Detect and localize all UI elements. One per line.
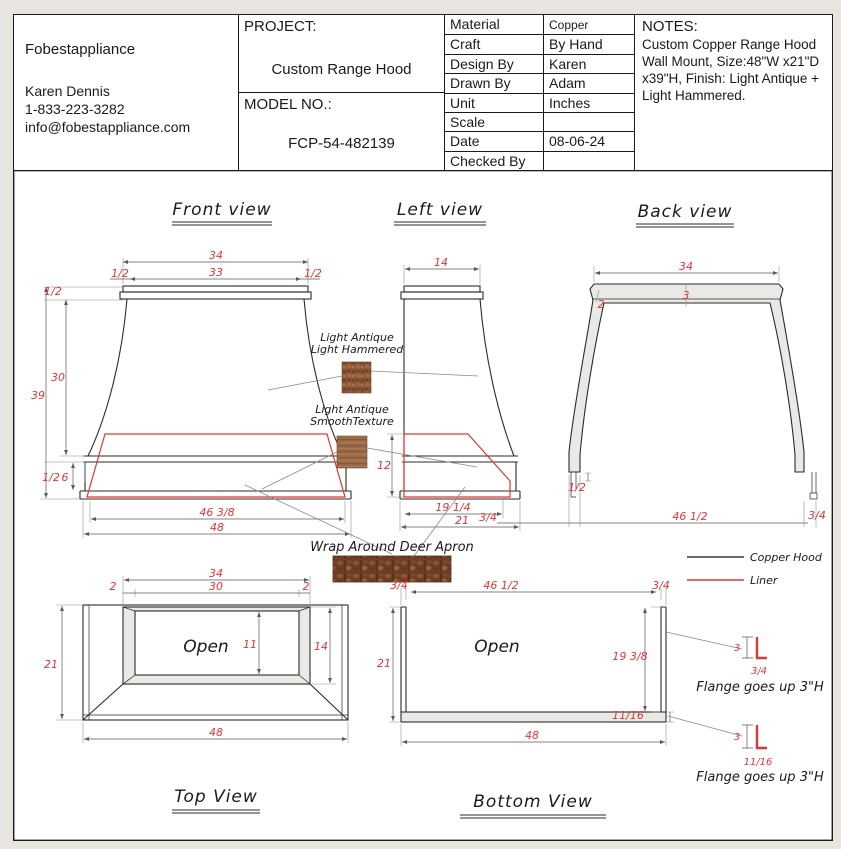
back-view [479, 202, 826, 527]
apron-label: Wrap Around Deer Apron [310, 540, 474, 555]
dim-back-span: 46 1/2 [672, 510, 708, 523]
dim-left-liner-depth: 12 [377, 459, 391, 472]
dim-front-bottom-width: 48 [210, 521, 224, 534]
top-open-label: Open [183, 637, 229, 657]
spec-label: Material [444, 15, 543, 34]
left-view-title: Left view [396, 200, 484, 220]
dim-flange-top-height: 3 [733, 643, 741, 654]
dim-back-foot-left: 3/4 [479, 511, 497, 524]
hammered-label-line2: Light Hammered [310, 343, 404, 356]
spec-label: Checked By [444, 151, 543, 170]
dim-top-frame-depth: 14 [314, 640, 328, 653]
dim-bottom-span: 46 1/2 [483, 579, 519, 592]
project-cell [238, 15, 444, 93]
spec-value: 08-06-24 [543, 131, 634, 150]
legend-liner-label: Liner [750, 574, 778, 587]
back-view-title: Back view [637, 202, 733, 222]
dim-top-frame-width: 34 [209, 567, 223, 580]
spec-label: Design By [444, 54, 543, 73]
dim-front-apron-height: 6 [61, 471, 69, 484]
dim-top-opening-width: 30 [209, 580, 223, 593]
dim-flange-top-width: 3/4 [750, 666, 768, 677]
spec-value [543, 151, 634, 170]
front-view-title: Front view [172, 200, 272, 220]
model-value: FCP-54-482139 [288, 134, 395, 152]
flange-note-top: Flange goes up 3"H [696, 680, 824, 695]
dim-front-total-height: 39 [31, 389, 45, 402]
hammered-label-line1: Light Antique [320, 331, 394, 344]
dim-flange-bottom-height: 3 [733, 732, 741, 743]
dim-bottom-foot-left: 3/4 [390, 579, 408, 592]
spec-label: Drawn By [444, 73, 543, 92]
left-view [377, 200, 520, 531]
company-info [14, 15, 238, 170]
dim-top-opening-depth: 11 [243, 638, 257, 651]
dim-flange-bottom-width: 11/16 [743, 757, 773, 768]
notes-label: NOTES: [642, 18, 698, 35]
dim-top-depth: 21 [44, 658, 58, 671]
bottom-view-title: Bottom View [473, 792, 593, 812]
dim-top-frame-right: 2 [302, 580, 310, 593]
top-view [44, 567, 348, 813]
dim-bottom-depth: 21 [377, 657, 391, 670]
dim-front-crown-width: 33 [209, 266, 223, 279]
project-value: Custom Range Hood [271, 61, 412, 78]
flange-note-bottom: Flange goes up 3"H [696, 770, 824, 785]
dim-back-crown-height: 3 [682, 289, 690, 302]
flange-detail-bottom [668, 716, 824, 785]
left-liner-outline [404, 434, 510, 497]
back-hood-shell [569, 284, 804, 472]
drawing-frame [14, 171, 833, 841]
dim-front-total-width: 34 [209, 249, 223, 262]
spec-value [543, 112, 634, 131]
dim-bottom-thickness: 11/16 [612, 709, 644, 722]
legend-copper-hood-label: Copper Hood [750, 551, 822, 564]
hammered-texture-swatch [342, 362, 371, 393]
spec-value: Karen [543, 54, 634, 73]
dim-bottom-width: 48 [525, 729, 539, 742]
contact-email: info@fobestappliance.com [25, 119, 191, 135]
dim-back-foot-right: 3/4 [808, 509, 826, 522]
spec-value: Inches [543, 93, 634, 112]
dim-top-frame-left: 2 [109, 580, 117, 593]
flange-detail-top [666, 632, 824, 695]
dim-left-top-width: 14 [434, 256, 448, 269]
top-view-title: Top View [174, 787, 258, 807]
model-cell [238, 93, 444, 171]
dim-bottom-foot-right: 3/4 [652, 579, 670, 592]
smooth-label-line1: Light Antique [315, 403, 389, 416]
title-block [13, 14, 833, 171]
dim-left-inner-depth: 19 1/4 [435, 501, 471, 514]
dim-front-crown-height: 1/2 [44, 285, 62, 298]
spec-value: Copper [543, 15, 634, 34]
dim-front-band-height: 1/2 [42, 471, 60, 484]
legend [687, 551, 823, 587]
smooth-texture-swatch [337, 436, 367, 468]
notes-text: Custom Copper Range Hood Wall Mount, Size:48"W x21"D x39"H, Finish: Light Antique + Light Hammered. [642, 37, 820, 103]
spec-value: Adam [543, 73, 634, 92]
front-view [31, 200, 351, 538]
bottom-open-label: Open [474, 637, 520, 657]
spec-label: Scale [444, 112, 543, 131]
dim-bottom-inner-depth: 19 3/8 [612, 650, 648, 663]
dim-left-depth: 21 [455, 514, 469, 527]
dim-back-top-width: 34 [679, 260, 693, 273]
spec-value: By Hand [543, 34, 634, 53]
contact-name: Karen Dennis [25, 83, 110, 99]
dim-front-edge-left: 1/2 [111, 267, 129, 280]
dim-top-width: 48 [209, 726, 223, 739]
model-label: MODEL NO.: [244, 95, 332, 113]
company-name: Fobestappliance [25, 41, 136, 58]
spec-label: Date [444, 131, 543, 150]
dim-back-leg-width: 2 [597, 298, 605, 311]
dim-front-liner-width: 46 3/8 [199, 506, 235, 519]
spec-label: Unit [444, 93, 543, 112]
dim-front-edge-right: 1/2 [304, 267, 322, 280]
notes-cell [634, 15, 832, 170]
front-liner-outline [87, 434, 345, 497]
dim-back-flange-height: 1/2 [568, 481, 586, 494]
dim-front-upper-height: 30 [51, 371, 65, 384]
smooth-label-line2: SmoothTexture [310, 415, 394, 428]
bottom-view [377, 579, 674, 818]
project-label: PROJECT: [244, 18, 317, 35]
contact-phone: 1-833-223-3282 [25, 101, 125, 117]
spec-label: Craft [444, 34, 543, 53]
